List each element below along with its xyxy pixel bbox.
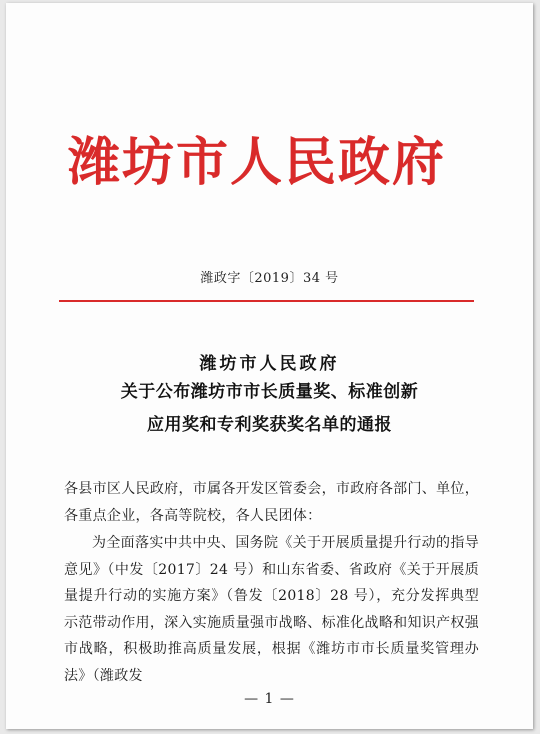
- page-number: — 1 —: [244, 691, 295, 707]
- title-line-3: 应用奖和专利奖获奖名单的通报: [147, 415, 392, 435]
- title-line-1: 潍坊市人民政府: [199, 354, 340, 374]
- body-paragraph: 为全面落实中共中央、国务院《关于开展质量提升行动的指导意见》（中发〔2017〕24 号）和山东省委、省政府《关于开展质量提升行动的实施方案》（鲁发〔2018〕28 号），充分发挥典型示范带动作用，深入实施质量强市战略、标准化战略和知识产权强市战略，积极助推高质量发展，根据《潍坊市市长质量奖管理办法》（潍政发: [64, 535, 479, 684]
- red-divider-line: [59, 300, 474, 302]
- masthead-title: 潍坊市人民政府: [68, 133, 447, 193]
- title-line-2: 关于公布潍坊市市长质量奖、标准创新: [120, 382, 419, 402]
- document-number: 潍政字〔2019〕34 号: [200, 271, 339, 286]
- document-page: [6, 3, 533, 729]
- addressee-paragraph: 各县市区人民政府，市属各开发区管委会，市政府各部门、单位，各重点企业，各高等院校，各人民团体：: [64, 481, 479, 524]
